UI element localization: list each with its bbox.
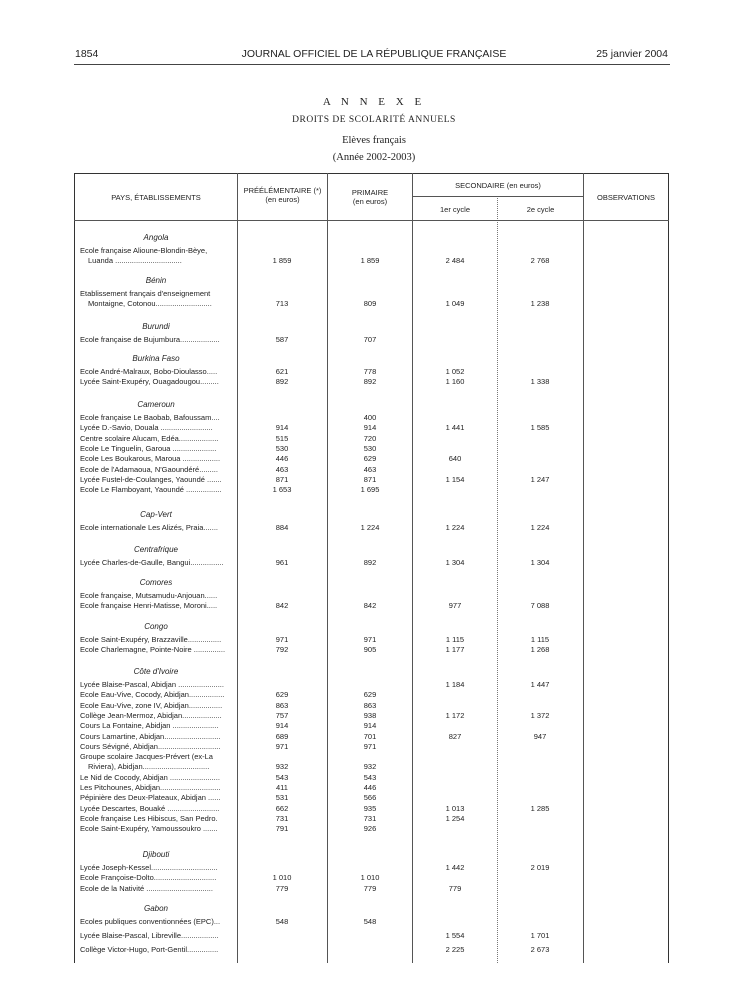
droits-title: DROITS DE SCOLARITÉ ANNUELS bbox=[292, 115, 456, 125]
fee-value: 629 bbox=[363, 454, 377, 464]
establishment-name: Cours La Fontaine, Abidjan ...................... bbox=[80, 721, 219, 731]
country-heading: Angola bbox=[143, 233, 169, 242]
establishment-name: Ecole française Le Baobab, Bafoussam.... bbox=[80, 413, 220, 422]
fee-value: 1 441 bbox=[445, 423, 465, 433]
establishment-name: Etablissement français d'enseignement bbox=[80, 289, 211, 298]
fee-value: 531 bbox=[275, 793, 289, 803]
fee-value: 892 bbox=[275, 377, 289, 387]
establishment-name: Ecole française Alioune-Blondin-Bèye, bbox=[80, 246, 208, 255]
fee-value: 892 bbox=[363, 377, 377, 387]
establishment-name: Lycée Blaise-Pascal, Libreville.................. bbox=[80, 931, 219, 941]
fee-value: 463 bbox=[275, 464, 289, 474]
establishment-name: Ecoles publiques conventionnées (EPC)... bbox=[80, 917, 221, 926]
establishment-name: Lycée D.-Savio, Douala ......................... bbox=[80, 423, 213, 433]
fee-value: 1 695 bbox=[360, 485, 380, 495]
establishment-name: Groupe scolaire Jacques-Prévert (ex-La bbox=[80, 752, 213, 762]
journal-title: JOURNAL OFFICIEL DE LA RÉPUBLIQUE FRANÇAISE bbox=[241, 48, 507, 60]
fee-value: 947 bbox=[533, 731, 547, 741]
establishment-name: Pépinière des Deux-Plateaux, Abidjan ...... bbox=[80, 793, 221, 803]
establishment-name: Ecole Saint-Exupéry, Brazzaville................ bbox=[80, 635, 222, 644]
fee-value: 587 bbox=[275, 335, 289, 344]
fee-value: 1 184 bbox=[445, 680, 465, 689]
fee-value: 1 013 bbox=[445, 803, 465, 813]
establishment-name: Montaigne, Cotonou........................... bbox=[88, 299, 212, 309]
secondaire-underline bbox=[412, 196, 583, 197]
issue-date: 25 janvier 2004 bbox=[596, 48, 668, 60]
establishment-name: Ecole française Henri-Matisse, Moroni..... bbox=[80, 601, 218, 611]
fee-value: 2 019 bbox=[530, 863, 550, 872]
fee-value: 1 859 bbox=[272, 256, 292, 266]
fee-value: 1 254 bbox=[445, 813, 465, 823]
establishment-name: Ecole Saint-Exupéry, Yamoussoukro ....... bbox=[80, 824, 218, 834]
fee-value: 1 338 bbox=[530, 377, 550, 387]
establishment-name: Ecole de la Nativité ................................ bbox=[80, 883, 213, 893]
establishment-name: Ecole Eau-Vive, Cocody, Abidjan................. bbox=[80, 690, 225, 700]
establishment-name: Luanda ................................ bbox=[88, 256, 182, 266]
establishment-name: Ecole André-Malraux, Bobo-Dioulasso..... bbox=[80, 367, 218, 376]
fee-value: 779 bbox=[448, 883, 462, 893]
col-header-primaire: PRIMAIRE (en euros) bbox=[351, 188, 389, 206]
fee-value: 629 bbox=[275, 690, 289, 700]
fee-value: 757 bbox=[275, 710, 289, 720]
table-col-divider bbox=[327, 173, 328, 963]
fee-value: 548 bbox=[363, 917, 377, 926]
fee-value: 791 bbox=[275, 824, 289, 834]
country-heading: Cameroun bbox=[137, 400, 175, 409]
fee-value: 621 bbox=[275, 367, 289, 376]
fee-value: 1 372 bbox=[530, 710, 550, 720]
fee-value: 809 bbox=[363, 299, 377, 309]
fee-value: 463 bbox=[363, 464, 377, 474]
establishment-name: Ecole internationale Les Alizés, Praia....... bbox=[80, 523, 218, 532]
fee-value: 871 bbox=[363, 474, 377, 484]
fee-value: 914 bbox=[275, 721, 289, 731]
fee-value: 720 bbox=[363, 433, 377, 443]
fee-value: 779 bbox=[363, 883, 377, 893]
fee-value: 1 442 bbox=[445, 863, 465, 872]
fee-value: 884 bbox=[275, 523, 289, 532]
fee-value: 977 bbox=[448, 601, 462, 611]
fee-value: 914 bbox=[363, 423, 377, 433]
col-header-observations: OBSERVATIONS bbox=[597, 193, 655, 202]
fee-value: 1 177 bbox=[445, 645, 465, 655]
establishment-name: Collège Victor-Hugo, Port-Gentil............... bbox=[80, 944, 219, 954]
fee-value: 543 bbox=[363, 772, 377, 782]
header-rule bbox=[74, 64, 670, 65]
fee-value: 961 bbox=[275, 558, 289, 567]
fee-value: 779 bbox=[275, 883, 289, 893]
establishment-name: Ecole française de Bujumbura................... bbox=[80, 335, 220, 344]
col-header-cycle2: 2e cycle bbox=[526, 205, 555, 214]
fee-value: 935 bbox=[363, 803, 377, 813]
establishment-name: Ecole Le Tinguelin, Garoua ..................... bbox=[80, 443, 217, 453]
fee-value: 543 bbox=[275, 772, 289, 782]
col-header-secondaire: SECONDAIRE (en euros) bbox=[455, 181, 541, 190]
country-heading: Congo bbox=[144, 622, 168, 631]
table-header-bottom bbox=[74, 220, 669, 221]
fee-value: 1 653 bbox=[272, 485, 292, 495]
country-heading: Bénin bbox=[145, 276, 167, 285]
page-number: 1854 bbox=[75, 48, 99, 60]
fee-value: 1 238 bbox=[530, 299, 550, 309]
fee-value: 731 bbox=[275, 813, 289, 823]
fee-value: 1 052 bbox=[445, 367, 465, 376]
fee-value: 863 bbox=[363, 700, 377, 710]
establishment-name: Ecole française Les Hibiscus, San Pedro. bbox=[80, 813, 218, 823]
fee-value: 914 bbox=[363, 721, 377, 731]
fee-value: 629 bbox=[363, 690, 377, 700]
establishment-name: Ecole Les Boukarous, Maroua .................. bbox=[80, 454, 221, 464]
fee-value: 1 304 bbox=[445, 558, 465, 567]
fee-value: 548 bbox=[275, 917, 289, 926]
fee-value: 938 bbox=[363, 710, 377, 720]
table-col-divider bbox=[412, 173, 413, 963]
fee-value: 566 bbox=[363, 793, 377, 803]
establishment-name: Collège Jean-Mermoz, Abidjan................... bbox=[80, 710, 222, 720]
fee-value: 1 304 bbox=[530, 558, 550, 567]
establishment-name: Ecole Eau-Vive, zone IV, Abidjan................ bbox=[80, 700, 223, 710]
fee-value: 2 484 bbox=[445, 256, 465, 266]
fee-value: 932 bbox=[275, 762, 289, 772]
fee-value: 530 bbox=[363, 443, 377, 453]
fee-value: 2 768 bbox=[530, 256, 550, 266]
annee-subtitle: (Année 2002-2003) bbox=[332, 152, 416, 163]
fee-value: 662 bbox=[275, 803, 289, 813]
fee-value: 1 224 bbox=[530, 523, 550, 532]
table-col-divider bbox=[583, 173, 584, 963]
fee-value: 1 701 bbox=[530, 931, 550, 941]
fee-value: 515 bbox=[275, 433, 289, 443]
country-heading: Côte d'Ivoire bbox=[133, 667, 179, 676]
fee-value: 1 447 bbox=[530, 680, 550, 689]
country-heading: Djibouti bbox=[142, 850, 170, 859]
fee-value: 842 bbox=[363, 601, 377, 611]
country-heading: Centrafrique bbox=[133, 545, 179, 554]
establishment-name: Ecole française, Mutsamudu-Anjouan...... bbox=[80, 591, 218, 600]
fee-value: 1 010 bbox=[272, 873, 292, 883]
fee-value: 1 010 bbox=[360, 873, 380, 883]
fee-value: 892 bbox=[363, 558, 377, 567]
col-header-preelementaire: PRÉÉLÉMENTAIRE (*) (en euros) bbox=[243, 186, 322, 204]
fee-value: 971 bbox=[275, 635, 289, 644]
fee-value: 1 115 bbox=[445, 635, 465, 644]
country-heading: Burkina Faso bbox=[132, 354, 180, 363]
fee-value: 2 673 bbox=[530, 944, 550, 954]
fee-value: 1 160 bbox=[445, 377, 465, 387]
fee-value: 1 172 bbox=[445, 710, 465, 720]
country-heading: Cap-Vert bbox=[140, 510, 172, 519]
country-heading: Comores bbox=[139, 578, 173, 587]
establishment-name: Lycée Blaise-Pascal, Abidjan ...................... bbox=[80, 680, 224, 689]
fee-value: 1 859 bbox=[360, 256, 380, 266]
fee-value: 905 bbox=[363, 645, 377, 655]
fee-value: 1 554 bbox=[445, 931, 465, 941]
fee-value: 446 bbox=[363, 783, 377, 792]
fee-value: 1 285 bbox=[530, 803, 550, 813]
establishment-name: Riviera), Abidjan................................ bbox=[88, 762, 210, 772]
fee-value: 971 bbox=[275, 741, 289, 751]
col-header-pays: PAYS, ÉTABLISSEMENTS bbox=[111, 193, 201, 202]
fee-value: 7 088 bbox=[530, 601, 550, 611]
fee-value: 827 bbox=[448, 731, 462, 741]
fee-value: 792 bbox=[275, 645, 289, 655]
fee-value: 411 bbox=[276, 783, 288, 792]
fee-value: 713 bbox=[275, 299, 289, 309]
establishment-name: Ecole Le Flamboyant, Yaoundé ................. bbox=[80, 485, 222, 495]
annexe-title: A N N E X E bbox=[322, 96, 426, 108]
establishment-name: Ecole Charlemagne, Pointe-Noire ............... bbox=[80, 645, 226, 655]
fee-value: 731 bbox=[363, 813, 377, 823]
establishment-name: Centre scolaire Alucam, Edéa................... bbox=[80, 433, 219, 443]
establishment-name: Cours Lamartine, Abidjan........................... bbox=[80, 731, 221, 741]
fee-value: 1 224 bbox=[445, 523, 465, 532]
establishment-name: Les Pitchounes, Abidjan............................. bbox=[80, 783, 221, 792]
establishment-name: Lycée Fustel-de-Coulanges, Yaoundé ....... bbox=[80, 474, 222, 484]
establishment-name: Ecole Françoise-Dolto.............................. bbox=[80, 873, 217, 883]
fee-value: 640 bbox=[448, 454, 462, 464]
fee-value: 1 049 bbox=[445, 299, 465, 309]
table-col-divider bbox=[497, 196, 498, 963]
fee-value: 2 225 bbox=[445, 944, 465, 954]
establishment-name: Lycée Joseph-Kessel................................ bbox=[80, 863, 218, 872]
establishment-name: Cours Sévigné, Abidjan.............................. bbox=[80, 741, 221, 751]
fee-value: 863 bbox=[275, 700, 289, 710]
eleves-subtitle: Elèves français bbox=[342, 135, 406, 146]
fee-value: 971 bbox=[363, 741, 377, 751]
fee-value: 1 585 bbox=[530, 423, 550, 433]
fee-value: 778 bbox=[363, 367, 377, 376]
fee-value: 689 bbox=[275, 731, 289, 741]
fee-value: 707 bbox=[363, 335, 377, 344]
fee-value: 926 bbox=[363, 824, 377, 834]
fee-value: 1 268 bbox=[530, 645, 550, 655]
fee-value: 871 bbox=[275, 474, 289, 484]
fee-value: 1 224 bbox=[360, 523, 380, 532]
fee-value: 530 bbox=[275, 443, 289, 453]
establishment-name: Lycée Descartes, Bouaké ......................... bbox=[80, 803, 220, 813]
fee-value: 1 154 bbox=[445, 474, 465, 484]
fee-value: 1 247 bbox=[530, 474, 550, 484]
fee-value: 914 bbox=[275, 423, 289, 433]
establishment-name: Le Nid de Cocody, Abidjan ........................ bbox=[80, 772, 220, 782]
fee-value: 1 115 bbox=[530, 635, 550, 644]
country-heading: Gabon bbox=[143, 904, 169, 913]
fee-value: 400 bbox=[363, 413, 377, 422]
fee-value: 932 bbox=[363, 762, 377, 772]
col-header-cycle1: 1er cycle bbox=[439, 205, 470, 214]
establishment-name: Lycée Saint-Exupéry, Ouagadougou......... bbox=[80, 377, 219, 387]
fee-value: 842 bbox=[275, 601, 289, 611]
fee-value: 971 bbox=[363, 635, 377, 644]
establishment-name: Ecole de l'Adamaoua, N'Gaoundéré......... bbox=[80, 464, 218, 474]
establishment-name: Lycée Charles-de-Gaulle, Bangui................ bbox=[80, 558, 224, 567]
fee-value: 446 bbox=[275, 454, 289, 464]
country-heading: Burundi bbox=[142, 322, 170, 331]
fee-value: 701 bbox=[363, 731, 377, 741]
